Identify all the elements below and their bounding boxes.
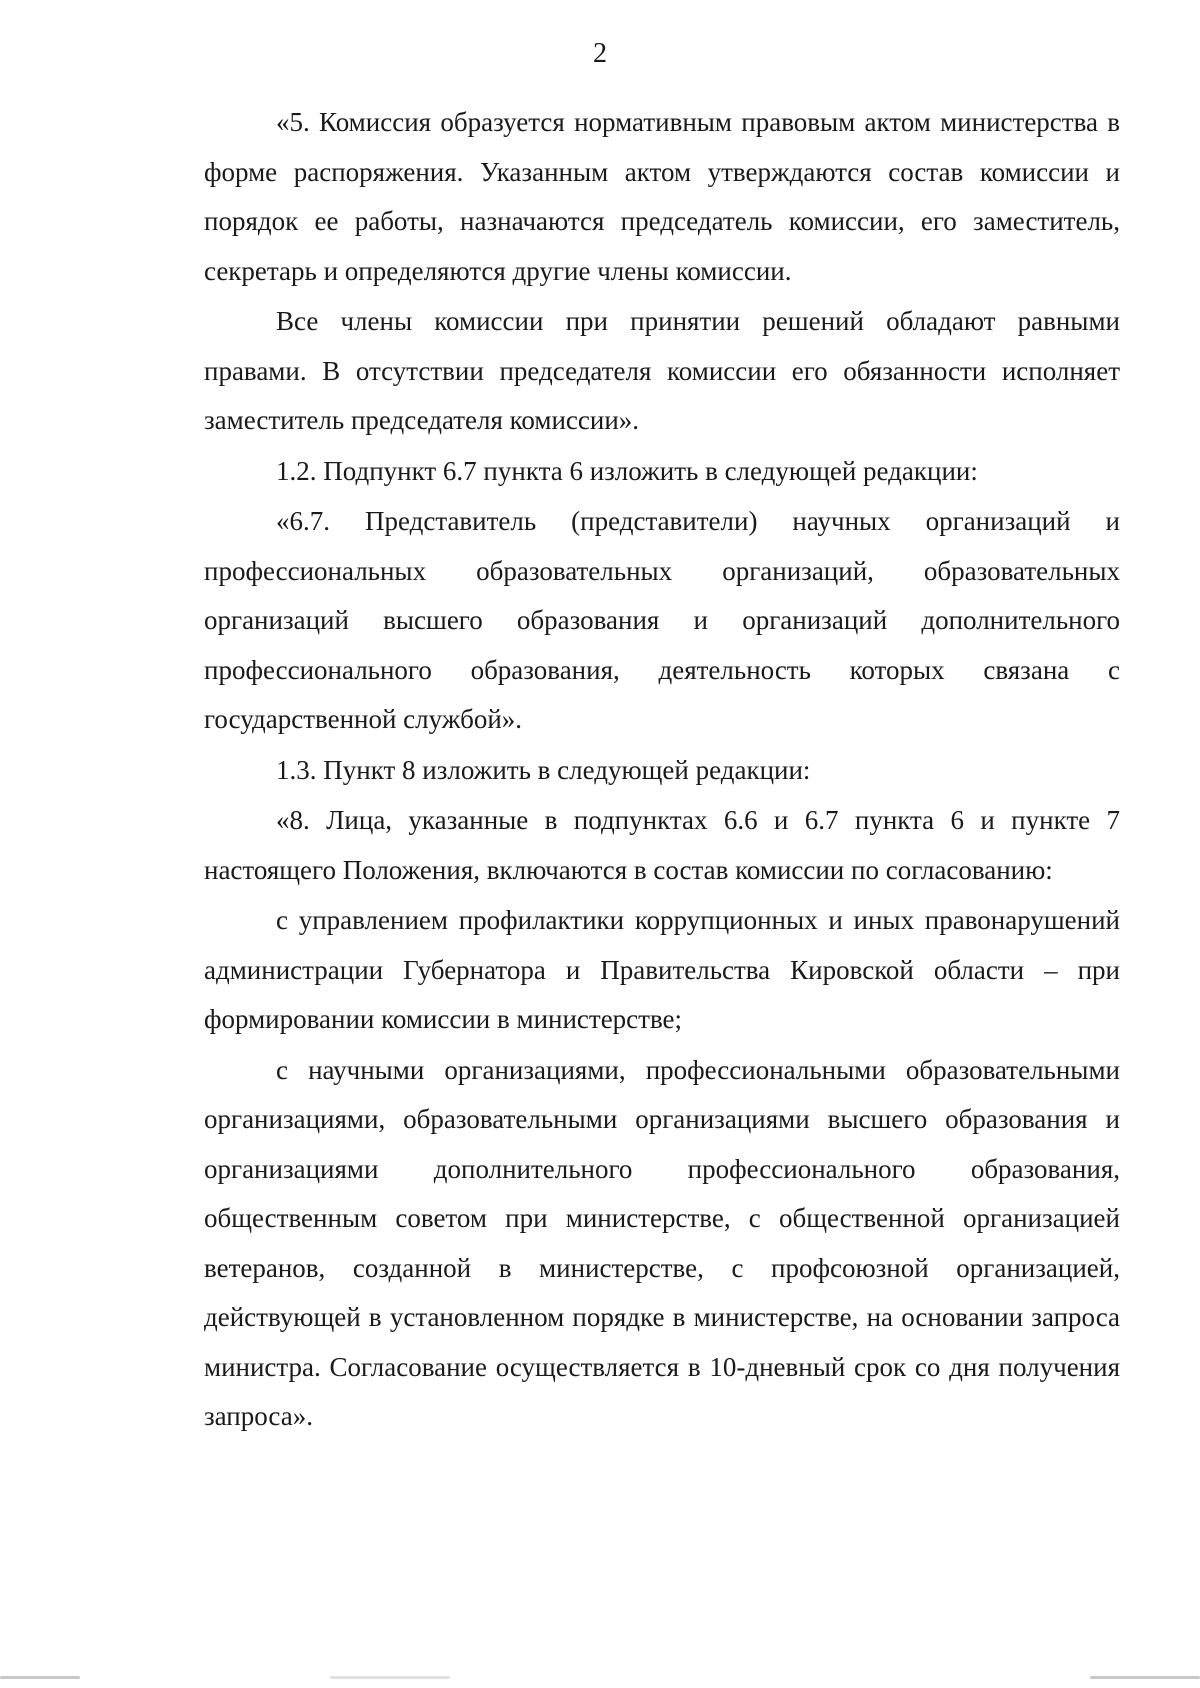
page-number: 2: [593, 38, 607, 69]
scan-edge-mark: [330, 1676, 450, 1679]
paragraph-agreement-organizations: с научными организациями, профессиональными образовательными организациями, образовательными организациями высшего образования и организациями дополнительного профессионального образования, общественным советом при министерстве, с общественной организацией ветеранов, созданной в министерстве, с профсоюзной организацией, действующей в установленном порядке в министерстве, на основании запроса министра. Согласование осуществляется в 10-дневный срок со дня получения запроса».: [204, 1054, 1120, 1431]
scan-edge-mark: [1090, 1676, 1200, 1679]
paragraph-equal-rights: Все члены комиссии при принятии решений обладают равными правами. В отсутствии председателя комиссии его обязанности исполняет заместитель председателя комиссии».: [204, 306, 1120, 435]
document-body: [204, 98, 1120, 1442]
paragraph-subpoint-6-7: «6.7. Представитель (представители) научных организаций и профессиональных образовательных организаций, образовательных организаций высшего образования и организаций дополнительного профессионального образования, деятельность которых связана с государственной службой».: [204, 506, 1120, 734]
paragraph-commission-formation: «5. Комиссия образуется нормативным правовым актом министерства в форме распоряжения. Указанным актом утверждаются состав комиссии и порядок ее работы, назначаются председатель комиссии, его заместитель, секретарь и определяются другие члены комиссии.: [204, 107, 1120, 286]
paragraph-amendment-1-3: 1.3. Пункт 8 изложить в следующей редакции:: [276, 754, 811, 785]
paragraph-amendment-1-2: 1.2. Подпункт 6.7 пункта 6 изложить в следующей редакции:: [276, 455, 978, 486]
paragraph-agreement-administration: с управлением профилактики коррупционных и иных правонарушений администрации Губернатора и Правительства Кировской области – при формировании комиссии в министерстве;: [204, 905, 1120, 1034]
paragraph-point-8: «8. Лица, указанные в подпунктах 6.6 и 6.7 пункта 6 и пункте 7 настоящего Положения, включаются в состав комиссии по согласованию:: [204, 805, 1120, 885]
scan-edge-mark: [0, 1676, 80, 1679]
